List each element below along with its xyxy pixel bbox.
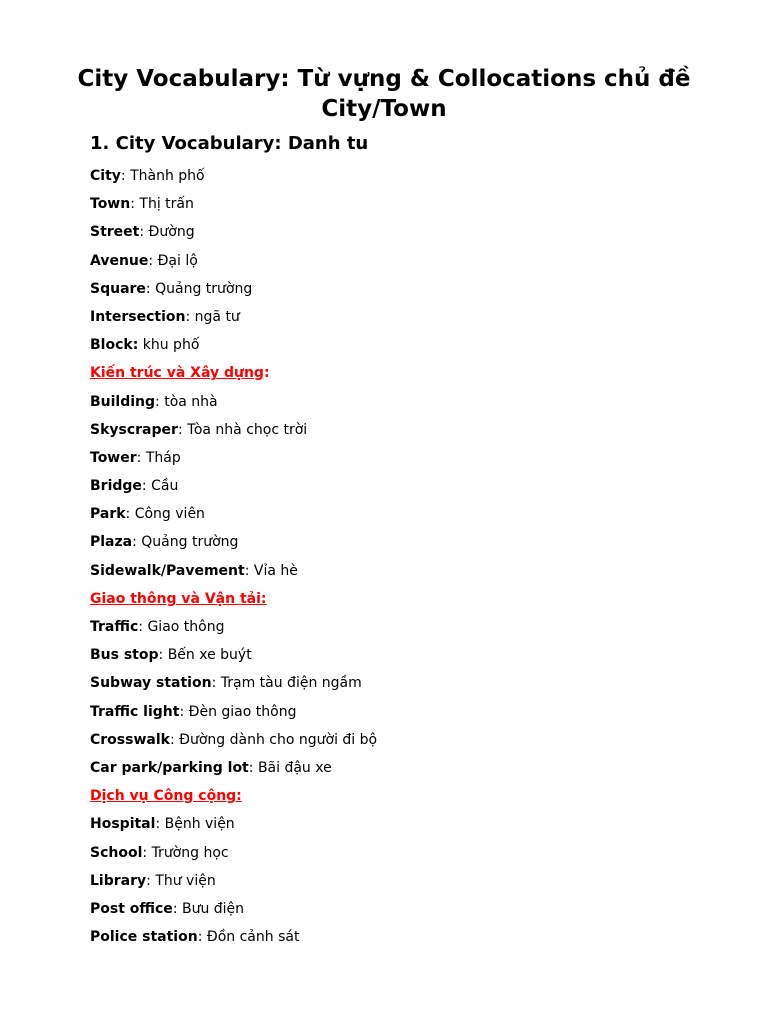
entry-meaning: Vỉa hè <box>253 562 298 579</box>
entry-meaning: tòa nhà <box>164 393 218 410</box>
vocabulary-entry <box>90 698 708 726</box>
category-label: Kiến trúc và Xây dựng <box>90 365 264 382</box>
entry-meaning: Bãi đậu xe <box>257 759 332 776</box>
entry-meaning: Trường học <box>151 844 229 861</box>
category-suffix: : <box>263 365 270 382</box>
entry-meaning: ngã tư <box>194 308 240 325</box>
vocabulary-entry <box>90 810 708 838</box>
vocabulary-entry <box>90 275 708 303</box>
category-heading <box>90 782 708 810</box>
entry-separator: : <box>142 844 152 861</box>
entry-term: Skyscraper <box>90 421 178 438</box>
entry-meaning: Quảng trường <box>155 280 253 297</box>
vocabulary-entry <box>90 839 708 867</box>
entry-term: Subway station <box>90 675 212 692</box>
entry-separator: : <box>146 872 156 889</box>
entry-term: Bridge <box>90 478 142 495</box>
entry-term: Police station <box>90 929 198 946</box>
category-heading <box>90 359 708 387</box>
entry-meaning: Tòa nhà chọc trời <box>187 421 308 438</box>
entry-separator: : <box>158 647 168 664</box>
entry-meaning: Trạm tàu điện ngầm <box>220 675 362 692</box>
entry-separator: : <box>172 900 182 917</box>
entry-separator: : <box>138 619 148 635</box>
vocabulary-entry <box>90 190 708 218</box>
entry-term: Plaza <box>90 534 133 551</box>
entry-term: Building <box>90 393 156 410</box>
entry-meaning: Quảng trường <box>141 534 239 551</box>
entry-term: Town <box>90 196 131 213</box>
entry-separator: : <box>125 506 135 523</box>
entry-term: Post office <box>90 900 173 917</box>
entry-separator: : <box>248 759 258 776</box>
entry-term: Sidewalk/Pavement <box>90 562 245 579</box>
category-heading <box>90 585 708 613</box>
vocabulary-entry <box>90 416 708 444</box>
entry-meaning: Bến xe buýt <box>167 647 252 664</box>
vocabulary-entry <box>90 472 708 500</box>
entry-separator: : <box>132 534 142 551</box>
vocabulary-entry <box>90 641 708 669</box>
entry-separator: : <box>155 816 165 833</box>
vocabulary-entry <box>90 331 708 359</box>
entry-meaning: Đại lộ <box>157 252 198 269</box>
entry-term: Bus stop <box>90 647 159 664</box>
vocabulary-entry <box>90 557 708 585</box>
vocabulary-entry <box>90 754 708 782</box>
entry-term: Intersection <box>90 308 186 325</box>
vocabulary-list <box>90 162 708 951</box>
vocabulary-entry <box>90 500 708 528</box>
entry-term: Square <box>90 280 146 297</box>
entry-meaning: Thị trấn <box>139 196 194 213</box>
entry-term: Traffic <box>90 619 139 635</box>
entry-meaning: Đèn giao thông <box>188 703 297 720</box>
vocabulary-entry <box>90 444 708 472</box>
vocabulary-entry <box>90 669 708 697</box>
entry-term: School <box>90 844 143 861</box>
category-label: Dịch vụ Công cộng: <box>90 788 242 805</box>
entry-term: Library <box>90 872 147 889</box>
entry-separator: : <box>130 196 140 213</box>
entry-meaning: Đường dành cho người đi bộ <box>179 731 378 748</box>
entry-meaning: Cầu <box>151 478 179 495</box>
entry-term: Hospital <box>90 816 156 833</box>
vocabulary-entry <box>90 218 708 246</box>
entry-term: Crosswalk <box>90 731 170 748</box>
entry-separator: : <box>148 252 158 269</box>
vocabulary-entry <box>90 895 708 923</box>
vocabulary-entry <box>90 388 708 416</box>
entry-meaning: Đường <box>148 224 195 241</box>
entry-separator: : <box>145 280 156 297</box>
entry-meaning: Bưu điện <box>181 900 245 917</box>
vocabulary-entry <box>90 726 708 754</box>
entry-separator: : <box>136 449 146 466</box>
entry-meaning: Công viên <box>134 506 205 523</box>
entry-separator: : <box>141 478 152 495</box>
entry-term: Avenue <box>90 252 149 269</box>
entry-meaning: Bệnh viện <box>164 816 235 833</box>
entry-meaning: Thư viện <box>155 872 216 889</box>
entry-separator: : <box>155 393 165 410</box>
vocabulary-entry <box>90 613 708 641</box>
vocabulary-entry <box>90 867 708 895</box>
document-title: City Vocabulary: Từ vựng & Collocations chủ đề City/Town <box>77 66 691 122</box>
entry-term: Block: <box>90 337 139 354</box>
entry-term: Traffic light <box>90 703 180 720</box>
entry-separator: : <box>120 168 131 184</box>
entry-term: City <box>90 168 121 184</box>
entry-term: Tower <box>90 449 137 466</box>
entry-term: Park <box>90 506 126 523</box>
category-label: Giao thông và Vận tải: <box>90 590 267 607</box>
entry-meaning: Đồn cảnh sát <box>206 929 300 946</box>
vocabulary-entry <box>90 923 708 951</box>
entry-separator: : <box>185 308 195 325</box>
entry-separator: : <box>211 675 221 692</box>
vocabulary-entry <box>90 303 708 331</box>
entry-separator: : <box>177 421 188 438</box>
entry-meaning: khu phố <box>142 337 200 354</box>
entry-separator: : <box>169 731 180 748</box>
vocabulary-entry <box>90 528 708 556</box>
entry-separator: : <box>197 929 207 946</box>
entry-meaning: Giao thông <box>147 619 225 635</box>
vocabulary-entry <box>90 247 708 275</box>
entry-term: Car park/parking lot <box>90 759 249 776</box>
entry-meaning: Tháp <box>145 449 181 466</box>
entry-separator: : <box>179 703 189 720</box>
entry-separator: : <box>244 562 254 579</box>
entry-separator: : <box>139 224 149 241</box>
vocabulary-entry <box>90 162 708 190</box>
section-heading: 1. City Vocabulary: Danh tu <box>90 133 369 154</box>
entry-term: Street <box>90 224 140 241</box>
entry-meaning: Thành phố <box>130 168 205 184</box>
